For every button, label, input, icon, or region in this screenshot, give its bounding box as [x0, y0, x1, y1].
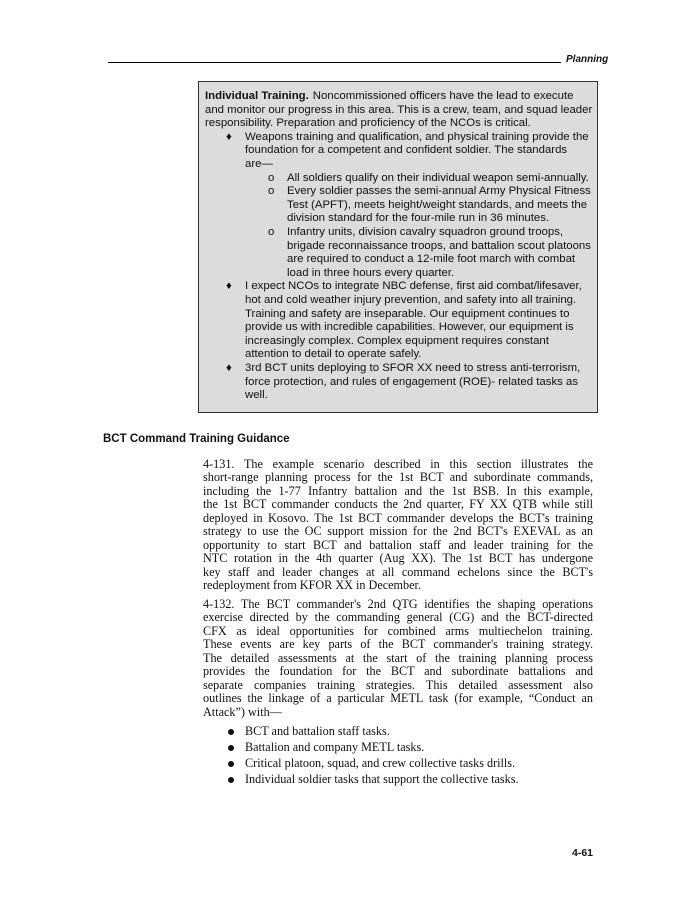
paragraph-line: opportunity to start BCT and battalion staff and leader training for the	[203, 537, 593, 552]
box-bullet-line: Training and safety are inseparable. Our equipment continues to	[245, 307, 570, 320]
paragraph-line: exercise directed by the commanding general (CG) and the BCT-directed	[203, 610, 593, 625]
box-intro-line	[205, 90, 573, 103]
box-bullet-line: 3rd BCT units deploying to SFOR XX need to stress anti-terrorism,	[245, 362, 581, 374]
circle-bullet-icon: o	[268, 226, 275, 238]
paragraph-4-132	[203, 598, 593, 719]
box-subbullet-line: Every soldier passes the semi-annual Army Physical Fitness	[287, 185, 591, 198]
paragraph-line: provides the foundation for the BCT and subordinate battalions and	[203, 664, 593, 679]
paragraph-line: 4-132. The BCT commander's 2nd QTG identifies the shaping operations	[203, 597, 593, 611]
paragraph-line: separate companies training strategies. This detailed assessment also	[203, 677, 593, 692]
circle-bullet-icon: o	[268, 185, 275, 198]
box-bullet-line: attention to detail to operate safely.	[245, 348, 422, 361]
box-subbullet-line: Test (APFT), meets height/weight standards, and meets the	[287, 198, 588, 211]
callout-box-individual-training	[198, 81, 598, 413]
list-item-text: Battalion and company METL tasks.	[245, 740, 425, 754]
paragraph-line: outlines the linkage of a particular METL task (for example, “Conduct an	[203, 691, 593, 706]
box-subbullet-line: load in three hours every quarter.	[287, 266, 455, 279]
box-bullet-line: well.	[245, 389, 268, 402]
box-bullet-line: are—	[245, 158, 273, 170]
box-bullet-line: foundation for a competent and confident soldier. The standards	[245, 144, 568, 157]
box-intro-line: responsibility. Preparation and proficiency of the NCOs is critical.	[205, 117, 531, 130]
bullet-dot-icon	[228, 777, 234, 783]
box-bullet-line: I expect NCOs to integrate NBC defense, first aid combat/lifesaver,	[245, 280, 582, 293]
box-subbullet-line: are required to conduct a 12-mile foot march with combat	[287, 253, 576, 266]
paragraph-line: NTC rotation in the 4th quarter (Aug XX). The 1st BCT has undergone	[203, 551, 593, 566]
paragraph-line: the 1st BCT commander conducts the 2nd quarter, FY XX QTB while still	[203, 497, 593, 512]
bullet-dot-icon	[228, 729, 234, 735]
paragraph-line: including the 1-77 Infantry battalion and the 1st BSB. In this example,	[203, 483, 593, 498]
paragraph-line: 4-131. The example scenario described in this section illustrates the	[203, 457, 593, 471]
header-rule	[108, 62, 561, 63]
box-title: Individual Training.	[205, 90, 309, 102]
paragraph-line: These events are key parts of the BCT commander's training strategy.	[203, 637, 593, 652]
box-intro-text: Noncommissioned officers have the lead to execute	[312, 90, 574, 102]
section-heading: BCT Command Training Guidance	[103, 433, 290, 445]
box-intro-line: and monitor our progress in this area. This is a crew, team, and squad leader	[205, 103, 593, 116]
box-subbullet-line: brigade reconnaissance troops, and battalion scout platoons	[287, 239, 591, 252]
paragraph-line: key staff and leader changes at all command echelons since the BCT's	[203, 564, 593, 579]
box-bullet-line: force protection, and rules of engagement (ROE)- related tasks as	[245, 375, 579, 388]
box-subbullet-line: Infantry units, division cavalry squadron ground troops,	[287, 226, 564, 238]
running-header: Planning	[566, 54, 609, 65]
diamond-bullet-icon: ♦	[226, 362, 232, 374]
bullet-dot-icon	[228, 745, 234, 751]
page-number: 4-61	[572, 847, 594, 859]
box-subbullet-line: All soldiers qualify on their individual weapon semi-annually.	[287, 171, 589, 184]
bullet-dot-icon	[228, 761, 234, 767]
paragraph-4-131	[203, 458, 593, 592]
diamond-bullet-icon: ♦	[226, 280, 232, 293]
box-bullet-line: Weapons training and qualification, and physical training provide the	[245, 130, 589, 143]
paragraph-line: redeployment from KFOR XX in December.	[203, 577, 421, 592]
box-bullet-line: hot and cold weather injury prevention, and safety into all training.	[245, 294, 577, 306]
box-bullet-line: provide us with incredible capabilities. However, our equipment is	[245, 321, 574, 334]
list-item-text: Critical platoon, squad, and crew collective tasks drills.	[245, 756, 516, 770]
paragraph-line: The detailed assessments at the start of the training planning process	[203, 650, 593, 665]
diamond-bullet-icon: ♦	[226, 130, 232, 143]
box-bullet-line: increasingly complex. Complex equipment requires constant	[245, 334, 549, 347]
paragraph-line: strategy to use the OC support mission for the 2nd BCT's EXEVAL as an	[203, 524, 593, 539]
box-subbullet-line: division standard for the four-mile run in 36 minutes.	[287, 212, 550, 225]
paragraph-line: deployed in Kosovo. The 1st BCT commander develops the BCT's training	[203, 510, 593, 525]
paragraph-line: CFX as ideal opportunities for combined arms multiechelon training.	[203, 623, 593, 638]
paragraph-line: Attack”) with—	[203, 704, 282, 719]
paragraph-line: short-range planning process for the 1st BCT and subordinate commands,	[203, 470, 593, 485]
list-item-text: Individual soldier tasks that support the collective tasks.	[245, 772, 519, 786]
list-item-text: BCT and battalion staff tasks.	[245, 724, 390, 738]
circle-bullet-icon: o	[268, 171, 275, 184]
